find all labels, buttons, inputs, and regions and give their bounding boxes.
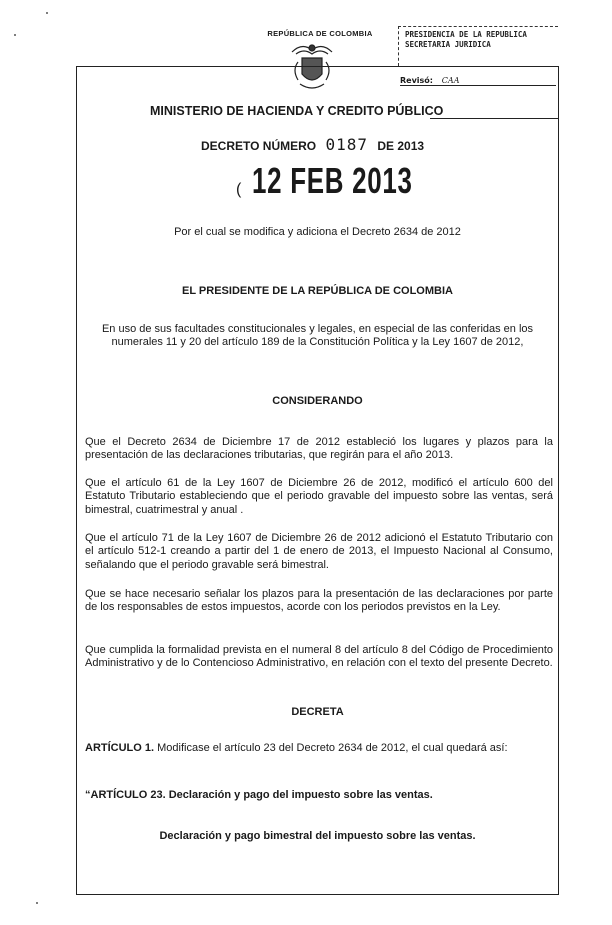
decreta-heading: DECRETA (291, 706, 344, 718)
decree-year: DE 2013 (377, 139, 425, 153)
stamp-line-2: SECRETARIA JURIDICA (405, 40, 491, 49)
republic-header: REPÚBLICA DE COLOMBIA (267, 29, 373, 38)
considerando-paragraph: Que cumplida la formalidad prevista en el numeral 8 del artículo 8 del Código de Procedimiento Administrativo y de lo Contencioso Administrativo, en relación con el texto del presente Decreto. (85, 644, 553, 670)
decree-label: DECRETO NÚMERO (201, 139, 317, 153)
reviso-label: Revisó: (400, 76, 433, 85)
president-heading: EL PRESIDENTE DE LA REPÚBLICA DE COLOMBIA (182, 285, 453, 297)
scan-speck (14, 34, 16, 36)
scan-speck (36, 902, 38, 904)
articulo-1-text: Modificase el artículo 23 del Decreto 2634 de 2012, el cual quedará así: (157, 742, 508, 754)
date-paren: ( (236, 181, 242, 198)
considerando-paragraph: Que el artículo 61 de la Ley 1607 de Diciembre 26 de 2012, modificó el artículo 600 del Estatuto Tributario estableciendo que el periodo gravable del impuesto sobre las ventas, será bimestral, cuatrimestral y anual . (85, 477, 553, 516)
date-stamp: 12 FEB 2013 (252, 160, 413, 201)
declaracion-bimestral-heading: Declaración y pago bimestral del impuesto sobre las ventas. (159, 830, 476, 842)
articulo-23-heading: “ARTÍCULO 23. Declaración y pago del impuesto sobre las ventas. (85, 789, 433, 801)
facultades-paragraph: En uso de sus facultades constitucionales y legales, en especial de las conferidas en los numerales 11 y 20 del artículo 189 de la Constitución Política y la Ley 1607 de 2012, (101, 323, 534, 348)
reviso-initials: CAA (441, 76, 460, 85)
articulo-1 (85, 742, 553, 755)
stamp (398, 26, 558, 66)
considerando-paragraph: Que el artículo 71 de la Ley 1607 de Diciembre 26 de 2012 adicionó el Estatuto Tributario con el artículo 512-1 creando a partir del 1 de enero de 2013, el Impuesto Nacional al Consumo, señalando que el periodo gravable será bimestral. (85, 532, 553, 571)
considerando-heading: CONSIDERANDO (272, 395, 363, 407)
considerando-paragraph: Que el Decreto 2634 de Diciembre 17 de 2012 estableció los lugares y plazos para la presentación de las declaraciones tributarias, que regirán para el año 2013. (85, 436, 553, 462)
ministry-title: MINISTERIO DE HACIENDA Y CREDITO PÚBLICO (150, 104, 444, 118)
considerando-paragraph: Que se hace necesario señalar los plazos para la presentación de las declaraciones por parte de los responsables de estos impuestos, acorde con los periodos previstos en la Ley. (85, 588, 553, 614)
decree-number-line (201, 135, 424, 154)
ministry-underline (430, 118, 558, 119)
stamp-line-1: PRESIDENCIA DE LA REPUBLICA (405, 30, 527, 39)
articulo-1-label: ARTÍCULO 1. (85, 742, 155, 754)
decree-number: 0187 (325, 135, 368, 154)
scan-speck (46, 12, 48, 14)
decree-subtitle: Por el cual se modifica y adiciona el Decreto 2634 de 2012 (174, 226, 461, 238)
